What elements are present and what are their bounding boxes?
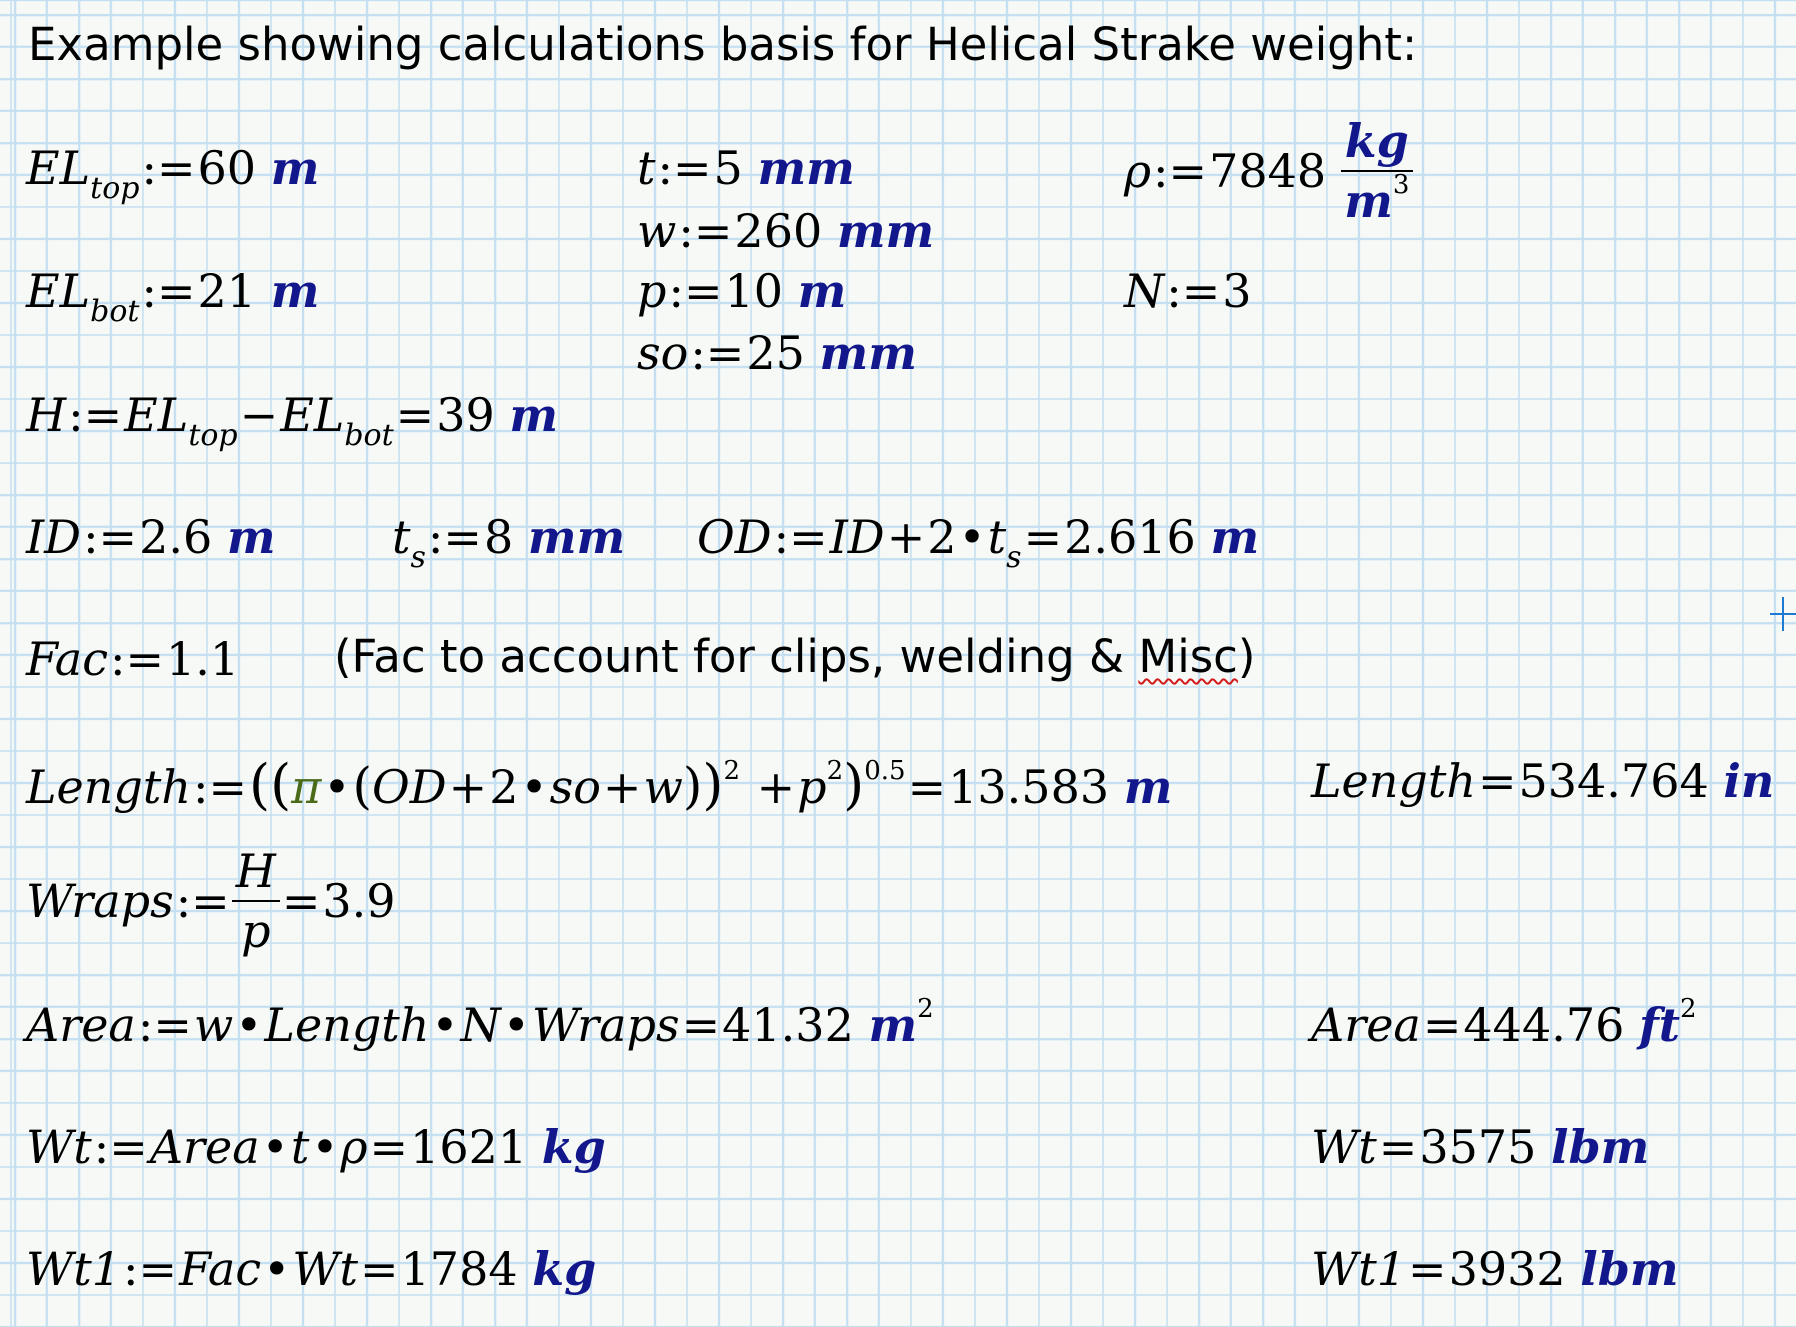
fac-note[interactable]: [334, 630, 1256, 683]
unit: m: [509, 388, 559, 442]
value: 5: [713, 141, 743, 195]
unit: kg: [532, 1242, 597, 1296]
unit: m: [226, 510, 276, 564]
unit: mm: [527, 510, 626, 564]
result: 534.764: [1518, 754, 1709, 808]
unit: m: [797, 264, 847, 318]
value: 2.6: [139, 510, 213, 564]
insertion-crosshair-cursor[interactable]: [1770, 597, 1796, 631]
id-definition[interactable]: ID:=2.6 m: [26, 510, 276, 564]
wt-alt-result[interactable]: Wt=3575 lbm: [1311, 1120, 1650, 1174]
page-title: Example showing calculations basis for Helical Strake weight:: [28, 18, 1418, 71]
h-equation[interactable]: $H:=EL_{top}-EL_{bot}=39$ m: [26, 388, 559, 453]
wt-equation[interactable]: Wt:=Area•t•ρ=1621 kg: [26, 1120, 606, 1174]
variable-name: w: [637, 204, 677, 258]
unit: m: [270, 264, 320, 318]
variable-subscript: s: [410, 540, 426, 575]
wt1-alt-result[interactable]: Wt1=3932 lbm: [1311, 1242, 1679, 1296]
area-alt-result[interactable]: Area=444.76 $ft^2$: [1311, 994, 1697, 1052]
t-definition[interactable]: t:=5 mm: [637, 141, 855, 195]
result: 2.616: [1064, 510, 1196, 564]
w-definition[interactable]: w:=260 mm: [637, 204, 935, 258]
unit: mm: [757, 141, 855, 195]
unit-exponent: 3: [1392, 170, 1410, 200]
variable-name: EL: [26, 141, 91, 195]
unit: m: [1210, 510, 1260, 564]
unit: m: [270, 141, 320, 195]
od-equation[interactable]: $OD:=ID+2•t_s=2.616$ m: [697, 510, 1260, 575]
unit: m: [1123, 760, 1173, 814]
length-alt-result[interactable]: Length=534.764 in: [1311, 754, 1775, 808]
result: 3.9: [322, 874, 396, 928]
unit: lbm: [1580, 1242, 1679, 1296]
unit: kg: [541, 1120, 606, 1174]
result: 41.32: [722, 998, 854, 1052]
result: 13.583: [948, 760, 1110, 814]
variable-name: Fac: [26, 632, 108, 686]
pi-symbol: π: [291, 760, 322, 814]
unit-exponent: 2: [917, 994, 934, 1024]
el-top-definition[interactable]: $EL_{top}:=60$ m: [26, 141, 320, 206]
unit: mm: [819, 326, 917, 380]
area-equation[interactable]: Area:=w•Length•N•Wraps=41.32 $m^2$: [26, 994, 934, 1052]
spelling-flagged-word[interactable]: Misc: [1138, 630, 1238, 683]
unit-fraction: [1341, 114, 1413, 228]
variable-name: t: [637, 141, 656, 195]
value: 25: [746, 326, 805, 380]
n-definition[interactable]: N:=3: [1124, 264, 1252, 318]
variable-subscript: top: [90, 171, 140, 206]
wraps-fraction: $\frac{H}{p}$: [232, 848, 280, 954]
result: 39: [436, 388, 495, 442]
rho-definition[interactable]: ρ:=7848 $\frac{kg}{m^3}$: [1124, 118, 1413, 224]
so-definition[interactable]: so:=25 mm: [637, 326, 917, 380]
variable-name: p: [637, 264, 667, 318]
value: 21: [197, 264, 257, 318]
value: 7848: [1209, 144, 1327, 198]
fac-note-close: ): [1237, 630, 1256, 683]
variable-name: ID: [26, 510, 82, 564]
variable-name: EL: [26, 264, 91, 318]
result: 1621: [410, 1120, 528, 1174]
p-definition[interactable]: p:=10 m: [637, 264, 847, 318]
variable-subscript: bot: [90, 294, 140, 329]
unit: m: [868, 998, 918, 1052]
result: 1784: [400, 1242, 518, 1296]
variable-name: t: [392, 510, 411, 564]
unit-denominator: m: [1344, 174, 1393, 228]
value: 60: [197, 141, 257, 195]
value: 3: [1222, 264, 1252, 318]
result: 444.76: [1463, 998, 1625, 1052]
variable-name: N: [1124, 264, 1165, 318]
unit: ft: [1639, 998, 1681, 1052]
unit: lbm: [1551, 1120, 1650, 1174]
el-bot-definition[interactable]: $EL_{bot}:=21$ m: [26, 264, 320, 329]
fac-definition[interactable]: Fac:=1.1: [26, 632, 240, 686]
length-equation[interactable]: Length:=((π•(OD+2•so+w))$^2$ $+p^2)^{0.5}=13.583$ m: [26, 753, 1173, 816]
value: 10: [724, 264, 784, 318]
wt1-equation[interactable]: Wt1:=Fac•Wt=1784 kg: [26, 1242, 597, 1296]
unit-numerator: kg: [1341, 118, 1413, 172]
variable-name: ρ: [1124, 144, 1152, 198]
value: 8: [483, 510, 514, 564]
value: 1.1: [166, 632, 240, 686]
value: 260: [734, 204, 823, 258]
ts-definition[interactable]: $t_s:=8$ mm: [392, 510, 626, 575]
unit: in: [1723, 754, 1775, 808]
wraps-equation[interactable]: Wraps:= $\frac{H}{p}$ =3.9: [26, 844, 396, 958]
fac-note-text: (Fac to account for clips, welding &: [334, 630, 1139, 683]
unit-exponent: 2: [1680, 994, 1697, 1024]
outer-exponent: 0.5: [864, 756, 906, 786]
result: 3575: [1419, 1120, 1537, 1174]
unit: mm: [836, 204, 935, 258]
variable-name: so: [637, 326, 689, 380]
result: 3932: [1448, 1242, 1566, 1296]
